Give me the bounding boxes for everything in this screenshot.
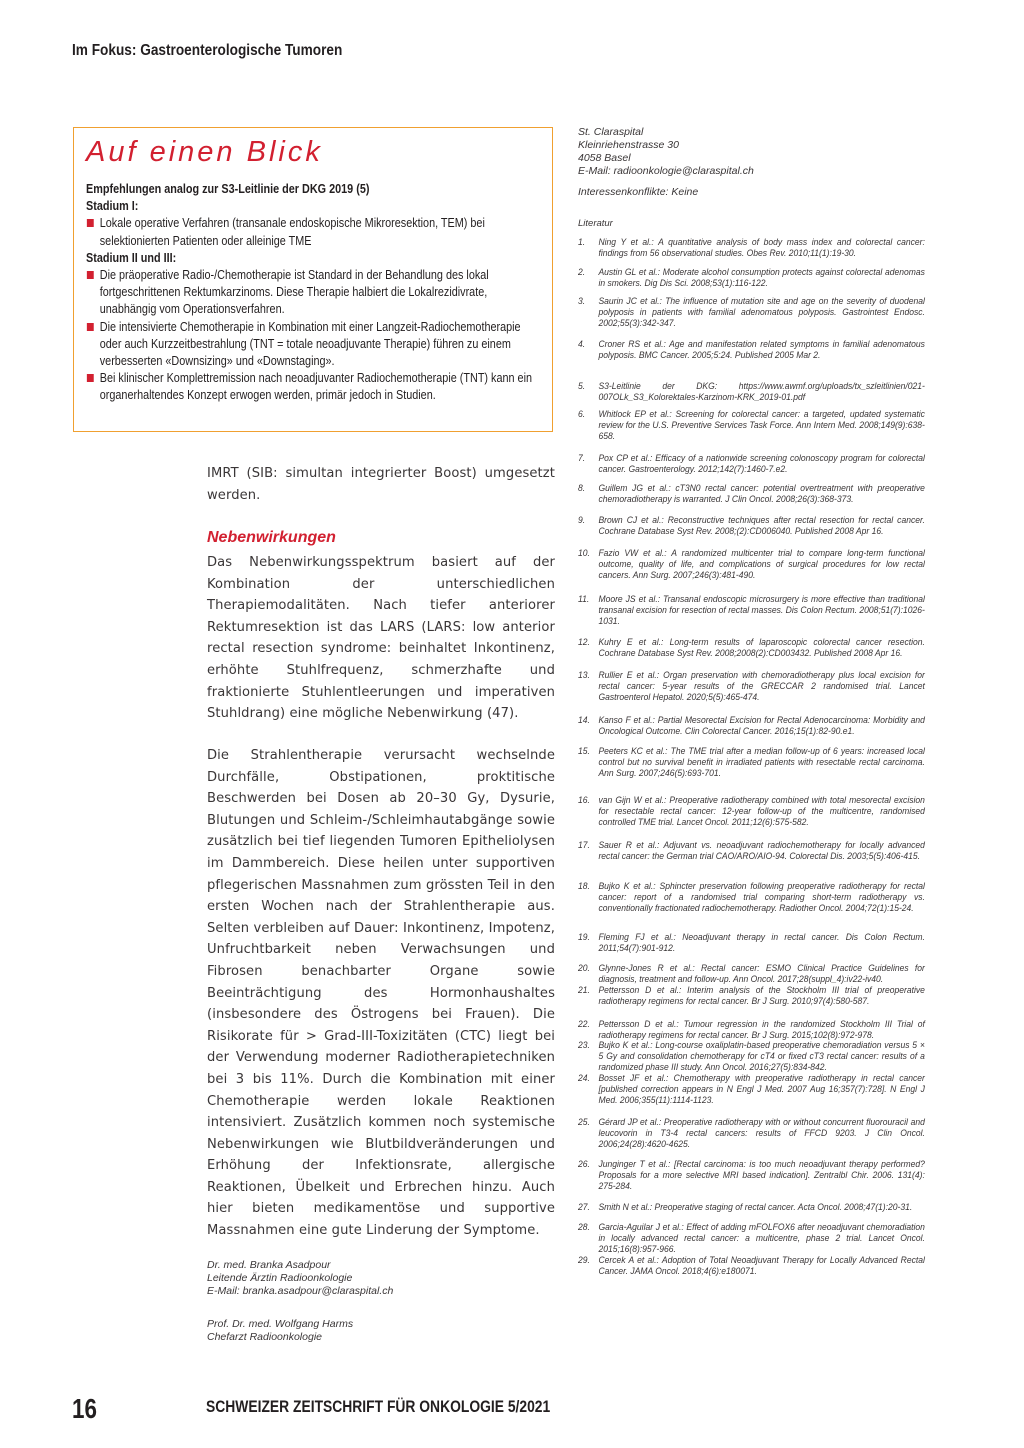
reference-text: Sauer R et al.: Adjuvant vs. neoadjuvant radiochemotherapy for locally advanced rectal cancer: the German trial CAO/ARO/AIO-94. Colorectal Dis. 2003;5(5):406-415. (598, 840, 925, 862)
address-block: St. Claraspital Kleinriehenstrasse 30 4058 Basel E-Mail: radioonkologie@claraspital.ch Interessenkonflikte: Keine (578, 126, 754, 198)
reference-number: 16. (578, 795, 590, 805)
reference-text: Rullier E et al.: Organ preservation with chemoradiotherapy plus local excision for rectal cancer: 5-year results of the GRECCAR 2 randomised trial. Lancet Gastroenterol Hepatol. 2020;5(5):465-474. (598, 670, 925, 703)
reference-text: Guillem JG et al.: cT3N0 rectal cancer: potential overtreatment with preoperative chemoradiotherapy is warranted. J Clin Oncol. 2008;26(3):368-373. (598, 483, 925, 505)
reference-number: 19. (578, 932, 590, 942)
reference-text: Austin GL et al.: Moderate alcohol consumption protects against colorectal adenomas in smokers. Dig Dis Sci. 2008;53(1):116-122. (598, 267, 925, 289)
body-paragraph-2: Das Nebenwirkungsspektrum basiert auf der Kombination der unterschiedlichen Therapiemodalitäten. Nach tiefer anteriorer Rektumresektion ist das LARS (LARS: low anterior rectal resection syndrome: beinhaltet Inkontinenz, erhöhte Stuhlfrequenz, schmerzhafte und fraktionierte Stuhlentleerungen und imperativen Stuhldrang) eine mögliche Nebenwirkung (47). (207, 555, 555, 722)
author-role: Chefarzt Radioonkologie (207, 1331, 322, 1343)
author-role: Leitende Ärztin Radioonkologie (207, 1272, 353, 1284)
author-block (207, 1318, 353, 1344)
author-name: Prof. Dr. med. Wolfgang Harms (207, 1318, 354, 1330)
reference-text: Bosset JF et al.: Chemotherapy with preoperative radiotherapy in rectal cancer [published correction appears in N Engl J Med. 2007 Aug 16;357(7):728]. N Engl J Med. 2006;355(11):1114-1123. (598, 1073, 925, 1106)
reference-number: 14. (578, 715, 590, 725)
reference-list (578, 237, 927, 1347)
box-bullet: Die intensivierte Chemotherapie in Kombination mit einer Langzeit-Radiochemotherapie oder auch Kurzzeitbestrahlung (TNT = totale neoadjuvante Therapie) führen zu einem verbesserten «Downsizing» und «Downstaging». (86, 319, 542, 371)
reference-number: 11. (578, 594, 590, 604)
box-bullet: Die präoperative Radio-/Chemotherapie ist Standard in der Behandlung des lokal fortgeschrittenen Rektumkarzinoms. Diese Therapie halbiert die Lokalrezidivrate, unabhängig vom Operationsverfahren. (86, 267, 542, 319)
reference-number: 21. (578, 985, 590, 995)
reference-number: 17. (578, 840, 590, 850)
reference-number: 5. (578, 381, 586, 391)
reference-number: 12. (578, 637, 590, 647)
reference-text: Saurin JC et al.: The influence of mutation site and age on the severity of duodenal polyposis in patients with familial adenomatous polyposis. Gastrointest Endosc. 2002;55(3):342-347. (598, 296, 925, 329)
author-email: E-Mail: branka.asadpour@claraspital.ch (207, 1285, 394, 1297)
reference-text: Pox CP et al.: Efficacy of a nationwide screening colonoscopy program for colorectal cancer. Gastroenterology. 2012;142(7):1460-7.e2. (598, 453, 925, 475)
author-name: Dr. med. Branka Asadpour (207, 1259, 331, 1271)
reference-text: Pettersson D et al.: Interim analysis of the Stockholm III trial of preoperative radiotherapy regimens for rectal cancer. Br J Surg. 2010;97(4):580-587. (598, 985, 925, 1007)
journal-title: SCHWEIZER ZEITSCHRIFT FÜR ONKOLOGIE 5/2021 (206, 1398, 551, 1416)
reference-number: 15. (578, 746, 590, 756)
bullet-square-icon (87, 219, 94, 227)
reference-number: 8. (578, 483, 586, 493)
bullet-square-icon (87, 374, 94, 382)
bullet-square-icon (87, 271, 94, 279)
reference-number: 2. (578, 267, 586, 277)
body-paragraph-1: IMRT (SIB: simultan integrierter Boost) umgesetzt werden. (207, 466, 555, 503)
reference-number: 10. (578, 548, 590, 558)
reference-number: 23. (578, 1040, 590, 1050)
reference-number: 24. (578, 1073, 590, 1083)
reference-text: Brown CJ et al.: Reconstructive techniques after rectal resection for rectal cancer. Cochrane Database Syst Rev. 2008;(2):CD006040. Published 2008 Apr 16. (598, 515, 925, 537)
reference-number: 29. (578, 1255, 590, 1265)
section-heading: Nebenwirkungen (207, 529, 336, 546)
reference-text: van Gijn W et al.: Preoperative radiotherapy combined with total mesorectal excision for resectable rectal cancer: 12-year follow-up of the multicentre, randomised controlled TME trial. Lancet Oncol. 2011;12(6):575-582. (598, 795, 925, 828)
reference-text: Garcia-Aguilar J et al.: Effect of adding mFOLFOX6 after neoadjuvant chemoradiation in locally advanced rectal cancer: a multicentre, phase 2 trial. Lancet Oncol. 2015;16(8):957-966. (598, 1222, 925, 1255)
reference-number: 9. (578, 515, 586, 525)
reference-number: 25. (578, 1117, 590, 1127)
stage2-label: Stadium II und III: (86, 250, 177, 265)
reference-number: 4. (578, 339, 586, 349)
reference-text: Cercek A et al.: Adoption of Total Neoadjuvant Therapy for Locally Advanced Rectal Cancer. JAMA Oncol. 2018;4(6):e180071. (598, 1255, 925, 1277)
reference-text: Croner RS et al.: Age and manifestation related symptoms in familial adenomatous polyposis. BMC Cancer. 2005;5:24. Published 2005 Mar 2. (598, 339, 925, 361)
author-block (207, 1259, 393, 1298)
reference-text: Bujko K et al.: Long-course oxaliplatin-based preoperative chemoradiation versus 5 × 5 Gy and consolidation chemotherapy for cT4 or fixed cT3 rectal cancer: results of a randomized phase III study. Ann Oncol. 2016;27(5):834-842. (598, 1040, 925, 1073)
reference-number: 7. (578, 453, 586, 463)
reference-number: 20. (578, 963, 590, 973)
reference-text: Pettersson D et al.: Tumour regression in the randomized Stockholm III Trial of radiotherapy regimens for rectal cancer. Br J Surg. 2015;102(8):972-978. (598, 1019, 925, 1041)
box-content (86, 181, 542, 405)
literature-heading: Literatur (578, 218, 613, 229)
reference-text: Peeters KC et al.: The TME trial after a median follow-up of 6 years: increased local control but no survival benefit in irradiated patients with resectable rectal carcinoma. Ann Surg. 2007;246(5):693-701. (598, 746, 925, 779)
reference-text: Bujko K et al.: Sphincter preservation following preoperative radiotherapy for rectal cancer: report of a randomised trial comparing short-term radiotherapy vs. conventionally fractionated radiochemotherapy. Radiother Oncol. 2004;72(1):15-24. (598, 881, 925, 914)
box-intro: Empfehlungen analog zur S3-Leitlinie der DKG 2019 (5) (86, 182, 370, 196)
page-number: 16 (72, 1393, 97, 1424)
body-paragraph-3: Die Strahlentherapie verursacht wechselnde Durchfälle, Obstipationen, proktitische Beschwerden bei Dosen ab 20–30 Gy, Dysurie, Blutungen und Schleim-/Schleimhautabgänge sowie zusätzlich bei tief liegenden Tumoren Epitheliolysen im Dammbereich. Diese heilen unter supportiven pflegerischen Massnahmen zum grössten Teil in den ersten Wochen nach der Strahlentherapie aus. Selten verbleiben auf Dauer: Inkontinenz, Impotenz, Unfruchtbarkeit neben Verwachsungen und Fibrosen benachbarter Organe sowie Beeinträchtigung des Hormonhaushaltes (insbesondere des Östrogens bei Frauen). Die Risikorate für > Grad-III-Toxizitäten (CTC) liegt bei der Verwendung moderner Radiotherapietechniken bei 3 bis 11%. Durch die Kombination mit einer Chemotherapie werden lokale Reaktionen intensiviert. Zusätzlich kommen noch systemische Nebenwirkungen wie Blutbildveränderungen und Erhöhung der Infektionsrate, allergische Reaktionen, Übelkeit und Erbrechen hinzu. Auch hier bieten medikamentöse und supportive Massnahmen eine gute Linderung der Symptome. (207, 748, 555, 1239)
box-bullet: Bei klinischer Komplettremission nach neoadjuvanter Radiochemotherapie (TNT) kann ein organerhaltendes Konzept erwogen werden, primär jedoch in Studien. (86, 370, 542, 404)
reference-text: Ning Y et al.: A quantitative analysis of body mass index and colorectal cancer: findings from 56 observational studies. Obes Rev. 2010;11(1):19-30. (598, 237, 925, 259)
reference-text: Smith N et al.: Preoperative staging of rectal cancer. Acta Oncol. 2008;47(1):20-31. (598, 1202, 913, 1212)
reference-number: 1. (578, 237, 586, 247)
reference-text: Kuhry E et al.: Long-term results of laparoscopic colorectal cancer resection. Cochrane Database Syst Rev. 2008;2008(2):CD003432. Published 2008 Apr 16. (598, 637, 925, 659)
reference-number: 27. (578, 1202, 590, 1212)
running-header: Im Fokus: Gastroenterologische Tumoren (72, 42, 343, 59)
reference-text: Kanso F et al.: Partial Mesorectal Excision for Rectal Adenocarcinoma: Morbidity and Oncological Outcome. Clin Colorectal Cancer. 2016;15(1):82-90.e1. (598, 715, 925, 737)
reference-text: Fleming FJ et al.: Neoadjuvant therapy in rectal cancer. Dis Colon Rectum. 2011;54(7):901-912. (598, 932, 925, 954)
reference-text: Whitlock EP et al.: Screening for colorectal cancer: a targeted, updated systematic review for the U.S. Preventive Services Task Force. Ann Intern Med. 2008;149(9):638-658. (598, 409, 925, 442)
reference-number: 6. (578, 409, 586, 419)
reference-number: 18. (578, 881, 590, 891)
stage1-label: Stadium I: (86, 199, 139, 214)
reference-text: S3-Leitlinie der DKG: https://www.awmf.org/uploads/tx_szleitlinien/021-007OLk_S3_Kolorektales-Karzinom-KRK_2019-01.pdf (598, 381, 925, 403)
box-title: Auf einen Blick (86, 136, 323, 168)
reference-text: Glynne-Jones R et al.: Rectal cancer: ESMO Clinical Practice Guidelines for diagnosis, treatment and follow-up. Ann Oncol. 2017;28(suppl_4):iv22-iv40. (598, 963, 925, 985)
reference-text: Moore JS et al.: Transanal endoscopic microsurgery is more effective than traditional transanal excision for resection of rectal masses. Dis Colon Rectum. 2008;51(7):1026-1031. (598, 594, 925, 627)
summary-box (73, 127, 553, 432)
reference-number: 13. (578, 670, 590, 680)
reference-number: 22. (578, 1019, 590, 1029)
reference-text: Junginger T et al.: [Rectal carcinoma: is too much neoadjuvant therapy performed? Proposals for a more selective MRI based indication]. Zentralbl Chir. 2006. 131(4): 275-284. (598, 1159, 925, 1192)
reference-number: 3. (578, 296, 586, 306)
reference-text: Fazio VW et al.: A randomized multicenter trial to compare long-term functional outcome, quality of life, and complications of surgical procedures for low rectal cancers. Ann Surg. 2007;246(3):481-490. (598, 548, 925, 581)
reference-text: Gérard JP et al.: Preoperative radiotherapy with or without concurrent fluorouracil and leucovorin in T3-4 rectal cancers: results of FFCD 9203. J Clin Oncol. 2006;24(28):4620-4625. (598, 1117, 925, 1150)
box-bullet: Lokale operative Verfahren (transanale endoskopische Mikroresektion, TEM) bei selektionierten Patienten oder alleinige TME (86, 215, 542, 249)
reference-number: 28. (578, 1222, 590, 1232)
reference-number: 26. (578, 1159, 590, 1169)
bullet-square-icon (87, 323, 94, 331)
